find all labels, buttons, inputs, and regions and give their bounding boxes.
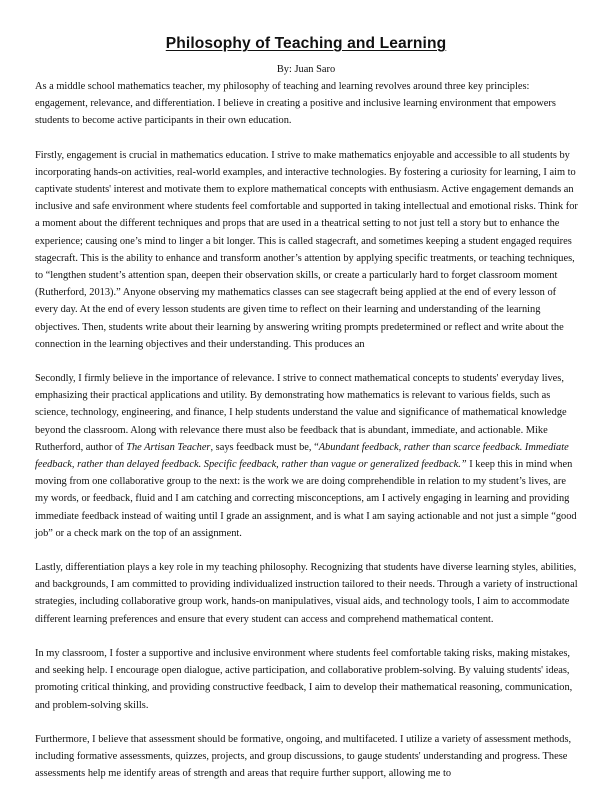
document-body — [35, 78, 581, 782]
paragraph-assessment: Furthermore, I believe that assessment should be formative, ongoing, and multifaceted. I utilize a variety of assessment methods, including formative assessments, quizzes, projects, and group discussions, to gauge students' understanding and progress. These assessments help me identify areas of strength and areas that require further support, allowing me to — [35, 733, 572, 780]
paragraph-classroom: In my classroom, I foster a supportive and inclusive environment where students feel comfortable taking risks, making mistakes, and seeking help. I encourage open dialogue, active participation, and collaborative problem-solving. By valuing students' ideas, promoting critical thinking, and providing constructive feedback, I aim to develop their mathematical reasoning, communication, and problem-solving skills. — [35, 647, 573, 711]
page-title: Philosophy of Teaching and Learning — [165, 35, 447, 52]
paragraph-intro: As a middle school mathematics teacher, my philosophy of teaching and learning revolves around three key principles: engagement, relevance, and differentiation. I believe in creating a positive and inclusive learning environment that empowers students to become active participants in their own education. — [35, 81, 556, 127]
paragraph-relevance-mid: , says feedback must be, “ — [210, 441, 319, 453]
paragraph-engagement: Firstly, engagement is crucial in mathematics education. I strive to make mathematics enjoyable and accessible to all students by incorporating hands-on activities, real-world examples, and interactive technologies. By fostering a curiosity for learning, I aim to captivate students' interest and motivate them to explore mathematical concepts with enthusiasm. Active engagement demands an inclusive and safe environment where students feel comfortable and supported in taking intellectual and emotional risks. Think for a moment about the different techniques and props that are used in a theatrical setting to not just tell a story but to enhance the experience; causing one’s mind to linger a bit longer. This is called stagecraft, and sometimes keeping a student engaged requires stagecraft. This is the ability to enhance and transform another’s attention by applying specific treatments, or teaching techniques, to “lengthen student’s attention span, deepen their observation skills, or create a particularly hard to forget classroom moment (Rutherford, 2013).” Anyone observing my mathematics classes can see stagecraft being applied at the end of every lesson of every day. At the end of every lesson students are given time to reflect on their learning and understanding of the learning objectives. Then, students write about their learning by answering writing prompts predetermined or reflect and write about the connection in the learning objectives and their understanding. This produces an — [35, 149, 578, 350]
author-byline: By: Juan Saro — [276, 64, 336, 75]
paragraph-relevance-end: I keep this in mind when moving from one collaborative group to the next: is the work we are doing comprehendible in relation to my student’s lives, are my words, or feedback, fluid and I am catching and correcting misconceptions, am I actively engaging in learning and providing immediate feedback instead of waiting until I grade an assignment, and is what I am saying actionable and not just a simple “good job” or a check mark on the top of an assignment. — [35, 459, 577, 539]
paragraph-relevance-text: Secondly, I firmly believe in the importance of relevance. I strive to connect mathematical concepts to students' everyday lives, emphasizing their practical applications and utility. By demonstrating how mathematics is relevant to various fields, such as science, technology, engineering, and finance, I help students understand the value and significance of mathematical knowledge beyond the classroom. Along with relevance there must also be feedback that is abundant, immediate, and actionable. Mike Rutherford, author of — [35, 373, 567, 453]
paragraph-relevance — [35, 370, 581, 542]
feedback-quote: Abundant feedback, rather than scarce feedback. Immediate feedback, rather than delayed feedback. Specific feedback, rather than vague or generalized feedback.” — [35, 441, 569, 471]
paragraph-differentiation: Lastly, differentiation plays a key role in my teaching philosophy. Recognizing that students have diverse learning styles, abilities, and backgrounds, I am committed to providing individualized instruction tailored to their needs. Through a variety of instructional strategies, including collaborative group work, hands-on manipulatives, visual aids, and technology tools, I aim to accommodate different learning preferences and ensure that every student can access and comprehend mathematical content. — [35, 562, 578, 625]
book-title: The Artisan Teacher — [126, 441, 211, 453]
